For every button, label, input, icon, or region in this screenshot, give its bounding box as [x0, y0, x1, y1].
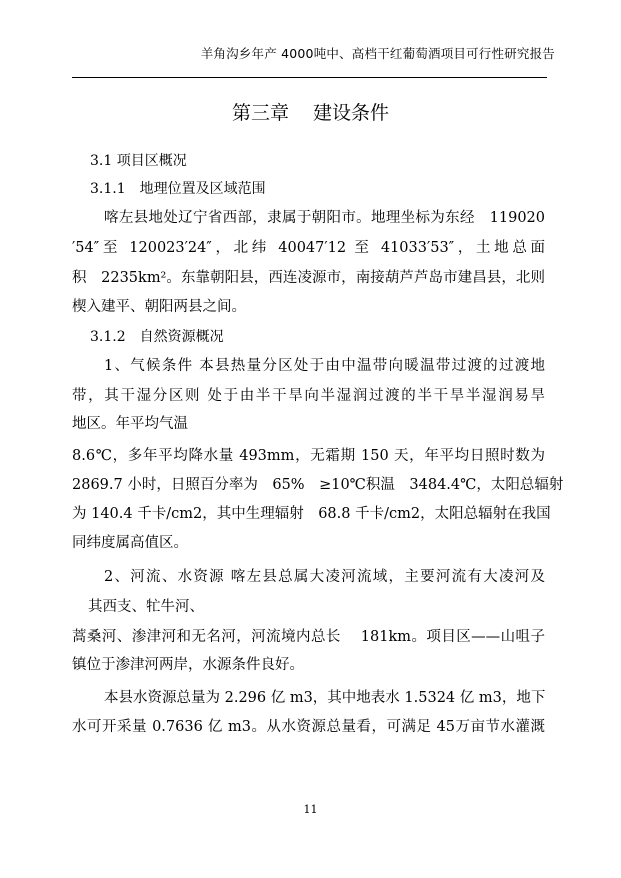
running-header: 羊角沟乡年产 4000吨中、高档干红葡萄酒项目可行性研究报告: [200, 46, 555, 61]
chapter-title: [0, 98, 621, 125]
page-number: 11: [303, 803, 318, 816]
paragraph-line: 其西支、牤牛河、: [88, 599, 204, 615]
subsection-heading: 3.1.1 地理位置及区域范围: [90, 181, 266, 197]
chapter-number: 第三章: [231, 102, 289, 124]
paragraph-line: 1、气候条件 本县热量分区处于由中温带向暖温带过渡的过渡地: [104, 358, 545, 374]
section-heading: 3.1 项目区概况: [90, 153, 187, 169]
subsection-heading: 3.1.2 自然资源概况: [90, 329, 224, 345]
paragraph-line: 带，其干湿分区则 处于由半干旱向半湿润过渡的半干旱半湿润易旱: [72, 388, 545, 404]
chapter-name: 建设条件: [313, 102, 390, 124]
paragraph-line: 蒿桑河、渗津河和无名河，河流境内总长 181km。项目区——山咀子: [72, 629, 545, 645]
paragraph-line: 镇位于渗津河两岸，水源条件良好。: [72, 657, 304, 673]
paragraph-line: 同纬度属高值区。: [72, 535, 188, 551]
paragraph-line: 地区。年平均气温: [72, 416, 188, 432]
header-rule: [72, 77, 547, 78]
paragraph-line: 2、河流、水资源 喀左县总属大凌河流域，主要河流有大凌河及: [104, 569, 545, 585]
paragraph-line: 积 2235km²。东靠朝阳县，西连凌源市，南接葫芦芦岛市建昌县，北则: [72, 270, 545, 286]
paragraph-line: 喀左县地处辽宁省西部，隶属于朝阳市。地理坐标为东经 119020: [104, 210, 545, 226]
paragraph-line: 本县水资源总量为 2.296 亿 m3，其中地表水 1.5324 亿 m3，地下: [104, 690, 546, 706]
paragraph-line: ′54″至 120023′24″，北纬 40047′12 至 41033′53″，土地总面: [72, 240, 545, 256]
paragraph-line: 水可开采量 0.7636 亿 m3。从水资源总量看，可满足 45万亩节水灌溉: [72, 719, 545, 735]
paragraph-line: 8.6℃，多年平均降水量 493mm，无霜期 150 天，年平均日照时数为: [72, 448, 545, 464]
paragraph-line: 楔入建平、朝阳两县之间。: [72, 299, 246, 315]
paragraph-line: 为 140.4 千卡/cm2，其中生理辐射 68.8 千卡/cm2，太阳总辐射在我国: [72, 506, 551, 522]
paragraph-line: 2869.7 小时，日照百分率为 65% ≥10℃积温 3484.4℃，太阳总辐射: [72, 477, 564, 493]
